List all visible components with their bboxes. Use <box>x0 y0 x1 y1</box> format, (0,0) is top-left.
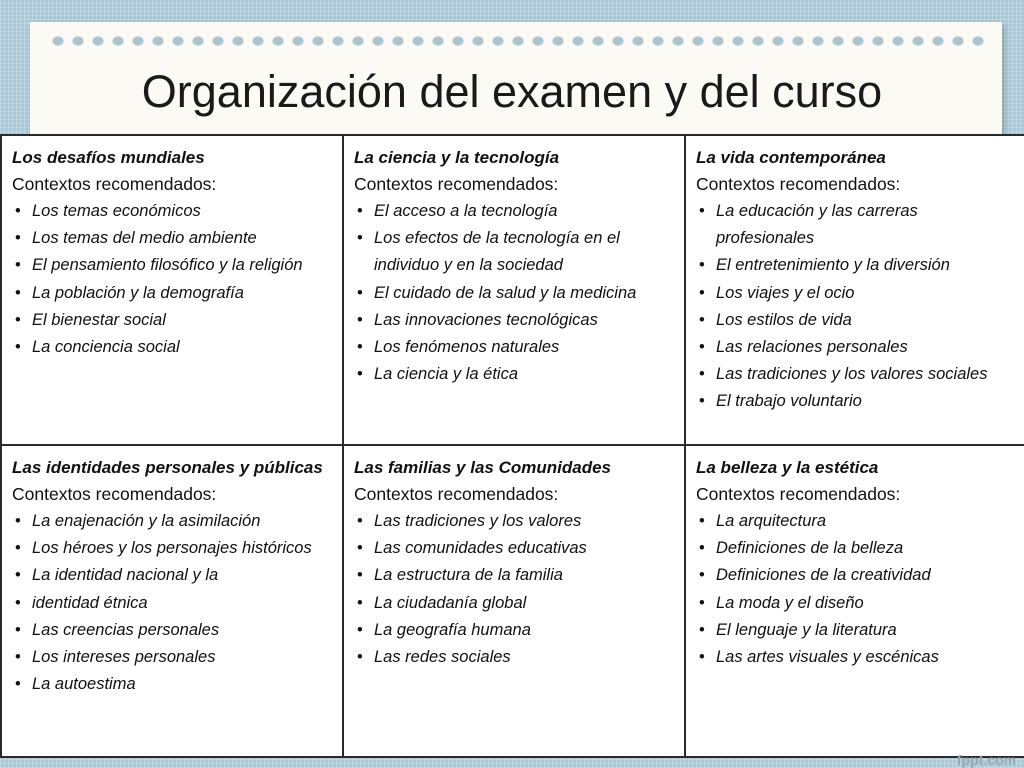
contexts-label: Contextos recomendados: <box>12 174 217 194</box>
topic-cell <box>685 445 1024 757</box>
topic-cell <box>343 135 685 445</box>
context-item: • La ciencia y la ética <box>354 361 676 388</box>
topic-heading: Las identidades personales y públicas <box>12 458 323 477</box>
context-item: • Los fenómenos naturales <box>354 334 676 361</box>
context-item: • Las tradiciones y los valores <box>354 508 676 535</box>
context-item: • La conciencia social <box>12 334 334 361</box>
notebook-holes-decoration <box>50 32 990 50</box>
context-item: • La identidad nacional y la <box>12 562 334 589</box>
context-item: • Los temas económicos <box>12 198 334 225</box>
contexts-list <box>354 198 676 388</box>
context-item: • Los héroes y los personajes históricos <box>12 535 334 562</box>
context-item: • La población y la demografía <box>12 280 334 307</box>
context-item: • La estructura de la familia <box>354 562 676 589</box>
contexts-list <box>354 508 676 671</box>
table-row <box>1 135 1024 445</box>
slide-title: Organización del examen y del curso <box>141 66 883 117</box>
context-item: • Definiciones de la creatividad <box>696 562 1016 589</box>
topic-cell <box>343 445 685 757</box>
context-item: • Los temas del medio ambiente <box>12 225 334 252</box>
context-item: • El lenguaje y la literatura <box>696 617 1016 644</box>
context-item: • El acceso a la tecnología <box>354 198 676 225</box>
watermark: fppt.com <box>956 752 1016 768</box>
contexts-label: Contextos recomendados: <box>696 484 901 504</box>
context-item: • La moda y el diseño <box>696 590 1016 617</box>
topic-heading: La ciencia y la tecnología <box>354 148 560 167</box>
topic-cell <box>685 135 1024 445</box>
context-item: • Las creencias personales <box>12 617 334 644</box>
contexts-label: Contextos recomendados: <box>354 174 559 194</box>
context-item: • El entretenimiento y la diversión <box>696 252 1016 279</box>
context-item: • identidad étnica <box>12 590 334 617</box>
context-item: • La ciudadanía global <box>354 590 676 617</box>
context-item: • Las redes sociales <box>354 644 676 671</box>
topic-cell <box>1 135 343 445</box>
context-item: • La geografía humana <box>354 617 676 644</box>
context-item: • El cuidado de la salud y la medicina <box>354 280 676 307</box>
context-item: • El bienestar social <box>12 307 334 334</box>
context-item: • La educación y las carreras profesionales <box>696 198 1016 252</box>
context-item: • La autoestima <box>12 671 334 698</box>
contexts-list <box>696 508 1016 671</box>
contexts-list <box>12 508 334 698</box>
context-item: • Las innovaciones tecnológicas <box>354 307 676 334</box>
context-item: • Las artes visuales y escénicas <box>696 644 1016 671</box>
topic-heading: Las familias y las Comunidades <box>354 458 611 477</box>
context-item: • El pensamiento filosófico y la religión <box>12 252 334 279</box>
context-item: • Las tradiciones y los valores sociales <box>696 361 1016 388</box>
contexts-list <box>12 198 334 361</box>
table-row <box>1 445 1024 757</box>
contexts-list <box>696 198 1016 416</box>
contexts-label: Contextos recomendados: <box>354 484 559 504</box>
topics-table <box>0 134 1024 758</box>
contexts-label: Contextos recomendados: <box>696 174 901 194</box>
context-item: • La arquitectura <box>696 508 1016 535</box>
contexts-label: Contextos recomendados: <box>12 484 217 504</box>
context-item: • Definiciones de la belleza <box>696 535 1016 562</box>
topic-heading: La belleza y la estética <box>696 458 879 477</box>
context-item: • Los viajes y el ocio <box>696 280 1016 307</box>
topic-cell <box>1 445 343 757</box>
context-item: • Los intereses personales <box>12 644 334 671</box>
context-item: • Las relaciones personales <box>696 334 1016 361</box>
topic-heading: Los desafíos mundiales <box>12 148 205 167</box>
context-item: • El trabajo voluntario <box>696 388 1016 415</box>
context-item: • Las comunidades educativas <box>354 535 676 562</box>
topic-heading: La vida contemporánea <box>696 148 886 167</box>
context-item: • Los efectos de la tecnología en el individuo y en la sociedad <box>354 225 676 279</box>
context-item: • Los estilos de vida <box>696 307 1016 334</box>
context-item: • La enajenación y la asimilación <box>12 508 334 535</box>
